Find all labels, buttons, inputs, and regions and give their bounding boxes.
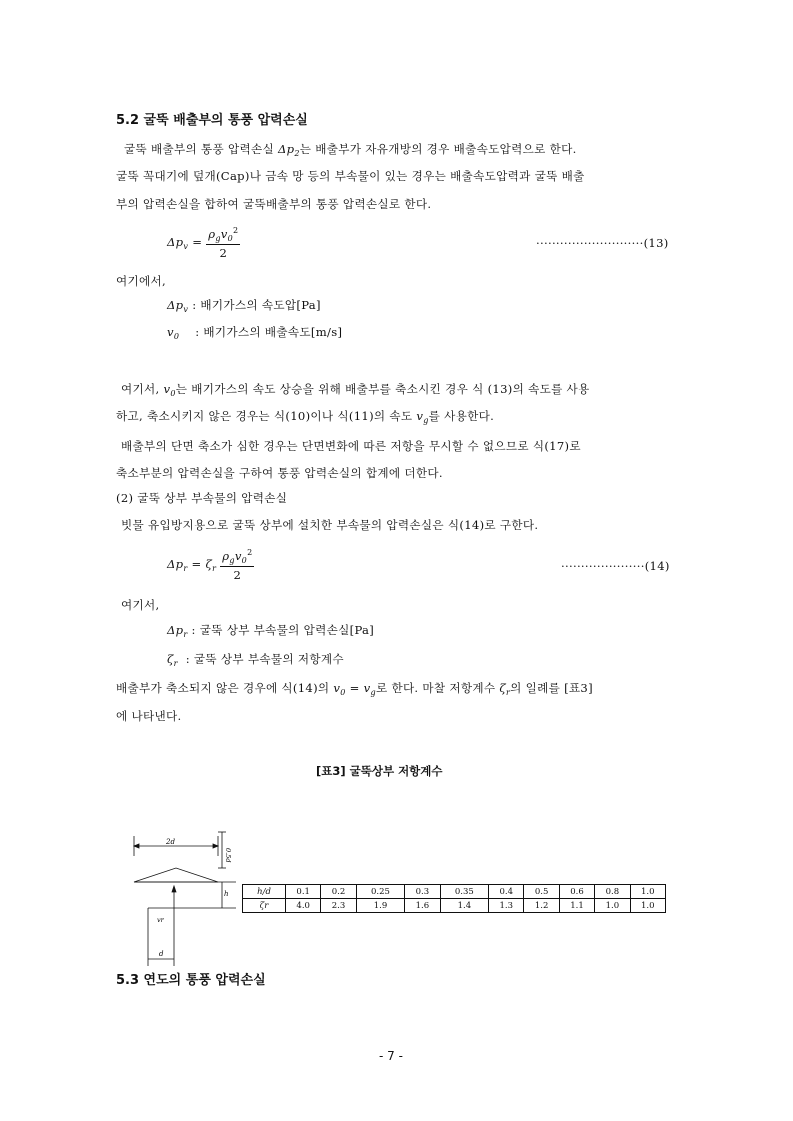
- eq13-fraction: [206, 226, 240, 260]
- table-cell: 1.2: [524, 899, 559, 913]
- chimney-cap-drawing: [134, 832, 236, 966]
- zeta-sub: r: [212, 564, 217, 573]
- table-cell: 0.1: [286, 885, 321, 899]
- equation-14: [167, 548, 254, 582]
- where1-def2: [167, 324, 342, 341]
- eq13-lhs-sub: v: [183, 242, 189, 251]
- table-cell: 1.4: [440, 899, 489, 913]
- equation-13: [167, 226, 240, 260]
- def2-text: : 배기가스의 배출속도[m/s]: [191, 325, 343, 339]
- v-sup: 2: [247, 548, 253, 557]
- resistance-table: [242, 884, 666, 913]
- table-cell: 0.8: [595, 885, 630, 899]
- eq14-numerator: [220, 548, 254, 567]
- para2-line2: [116, 408, 494, 425]
- para1-text-cont: 는 배출부가 자유개방의 경우 배출속도압력으로 한다.: [299, 142, 577, 156]
- arrow-left-icon: [134, 844, 139, 848]
- para2-line1: [121, 381, 590, 398]
- v0-symbol: v: [163, 382, 171, 396]
- para2-text: 여기서,: [121, 382, 164, 396]
- where1-label: 여기에서,: [116, 274, 166, 288]
- para3-text-end: 의 일례를 [표3]: [510, 681, 593, 695]
- zeta-sub: r: [505, 688, 511, 697]
- def1-text: : 굴뚝 상부 부속물의 압력손실[Pa]: [187, 623, 375, 637]
- subsection-2-title: (2) 굴뚝 상부 부속물의 압력손실: [116, 491, 288, 505]
- equation-13-tag: ···························(13): [536, 236, 669, 250]
- v0-symbol: v: [333, 681, 341, 695]
- where2-def2: [167, 651, 344, 668]
- para2-text-cont: 는 배기가스의 속도 상승을 위해 배출부를 축소시킨 경우 식 (13)의 속도를 사용: [175, 382, 590, 396]
- def1-sub: r: [183, 630, 188, 639]
- section-title-5-3: 5.3 연도의 통풍 압력손실: [116, 973, 266, 988]
- v-symbol: v: [234, 549, 242, 563]
- para2-line3: 배출부의 단면 축소가 심한 경우는 단면변화에 따른 저항을 무시할 수 없으므로 식(17)로: [121, 439, 581, 453]
- def2-sub: 0: [173, 332, 180, 341]
- label-vr: vr: [157, 916, 164, 924]
- table-cell: 1.9: [356, 899, 405, 913]
- cap-triangle: [134, 868, 218, 882]
- where1-def1: [167, 297, 321, 314]
- eq14-fraction: [220, 548, 254, 582]
- eq13-denominator: 2: [219, 246, 228, 260]
- para3-line2: 에 나타낸다.: [116, 709, 182, 723]
- chimney-cap-figure: [126, 826, 246, 966]
- para1-text: 굴뚝 배출부의 통풍 압력손실: [124, 142, 278, 156]
- para2-l2-cont: 를 사용한다.: [428, 409, 495, 423]
- rho-sub: g: [229, 556, 235, 565]
- delta-p2-symbol: Δp: [277, 142, 295, 156]
- eq13-lhs: Δp: [167, 235, 184, 249]
- para1-line3: 부의 압력손실을 합하여 굴뚝배출부의 통풍 압력손실로 한다.: [116, 197, 432, 211]
- label-d: d: [159, 950, 164, 958]
- def2-text: : 굴뚝 상부 부속물의 저항계수: [181, 652, 344, 666]
- delta-p2-sub: 2: [294, 149, 300, 158]
- where2-def1: [167, 622, 374, 639]
- vg-symbol: v: [416, 409, 424, 423]
- table-cell: 0.2: [321, 885, 356, 899]
- eq13-numerator: [206, 226, 240, 245]
- rho-symbol: ρ: [208, 227, 216, 241]
- para2-l2-text: 하고, 축소시키지 않은 경우는 식(10)이나 식(11)의 속도: [116, 409, 417, 423]
- table-cell: 1.6: [405, 899, 440, 913]
- def2-symbol: v: [167, 325, 174, 339]
- eq13-equals: =: [192, 235, 203, 249]
- v-sup: 2: [233, 226, 239, 235]
- para3-text: 배출부가 축소되지 않은 경우에 식(14)의: [116, 681, 334, 695]
- v-sub: 0: [227, 234, 234, 243]
- table-cell: 1.3: [489, 899, 524, 913]
- table-cell: 0.3: [405, 885, 440, 899]
- v-sub: 0: [241, 556, 248, 565]
- zeta-symbol: ζ: [205, 557, 213, 571]
- v0-sub: 0: [340, 688, 346, 697]
- label-2d: 2d: [166, 838, 175, 846]
- table-row-zeta: [243, 899, 666, 913]
- table-cell: 1.0: [630, 899, 665, 913]
- table-cell: 1.1: [559, 899, 594, 913]
- table-cell: 0.5: [524, 885, 559, 899]
- v-symbol: v: [220, 227, 228, 241]
- para1-line1: [124, 141, 577, 158]
- table-cell: 0.35: [440, 885, 489, 899]
- rho-symbol: ρ: [222, 549, 230, 563]
- eq14-equals: =: [191, 557, 202, 571]
- table-cell: 0.6: [559, 885, 594, 899]
- para2-line6: 빗물 유입방지용으로 굴뚝 상부에 설치한 부속물의 압력손실은 식(14)로 구한다.: [121, 518, 539, 532]
- def1-text: : 배기가스의 속도압[Pa]: [188, 298, 321, 312]
- table-cell: 1.0: [630, 885, 665, 899]
- def1-symbol: Δp: [167, 298, 184, 312]
- def1-symbol: Δp: [167, 623, 184, 637]
- eq14-lhs: Δp: [167, 557, 184, 571]
- page-number: - 7 -: [379, 1049, 403, 1063]
- label-05d: 0.5d: [224, 848, 232, 863]
- vg-sub: g: [423, 416, 429, 425]
- equals-sign: =: [345, 681, 364, 695]
- zeta-symbol: ζ: [499, 681, 506, 695]
- v0-sub: 0: [170, 389, 176, 398]
- where2-label: 여기서,: [121, 598, 160, 612]
- para3-line1: [116, 680, 593, 697]
- table-caption: [표3] 굴뚝상부 저항계수: [316, 764, 443, 778]
- vg-symbol: v: [363, 681, 371, 695]
- table-cell: 1.0: [595, 899, 630, 913]
- table-cell: 0.25: [356, 885, 405, 899]
- table-row-hd: [243, 885, 666, 899]
- eq14-denominator: 2: [233, 568, 242, 582]
- eq14-lhs-sub: r: [183, 564, 188, 573]
- def1-sub: v: [183, 305, 189, 314]
- para3-text-cont: 로 한다. 마찰 저항계수: [375, 681, 500, 695]
- rho-sub: g: [215, 234, 221, 243]
- table-cell: 4.0: [286, 899, 321, 913]
- def2-sub: r: [173, 659, 178, 668]
- equation-14-tag: ·····················(14): [561, 559, 670, 573]
- flow-arrow-icon: [172, 886, 176, 892]
- vg-sub: g: [370, 688, 376, 697]
- row-label-hd: h/d: [243, 885, 286, 899]
- section-title-5-2: 5.2 굴뚝 배출부의 통풍 압력손실: [116, 113, 308, 128]
- para2-line4: 축소부분의 압력손실을 구하여 통풍 압력손실의 합계에 더한다.: [116, 466, 443, 480]
- row-label-zeta: ζr: [243, 899, 286, 913]
- arrow-right-icon: [213, 844, 218, 848]
- table-cell: 2.3: [321, 899, 356, 913]
- def2-symbol: ζ: [167, 652, 174, 666]
- para1-line2: 굴뚝 꼭대기에 덮개(Cap)나 금속 망 등의 부속물이 있는 경우는 배출속도압력과 굴뚝 배출: [116, 169, 585, 183]
- table-cell: 0.4: [489, 885, 524, 899]
- label-h: h: [224, 890, 229, 898]
